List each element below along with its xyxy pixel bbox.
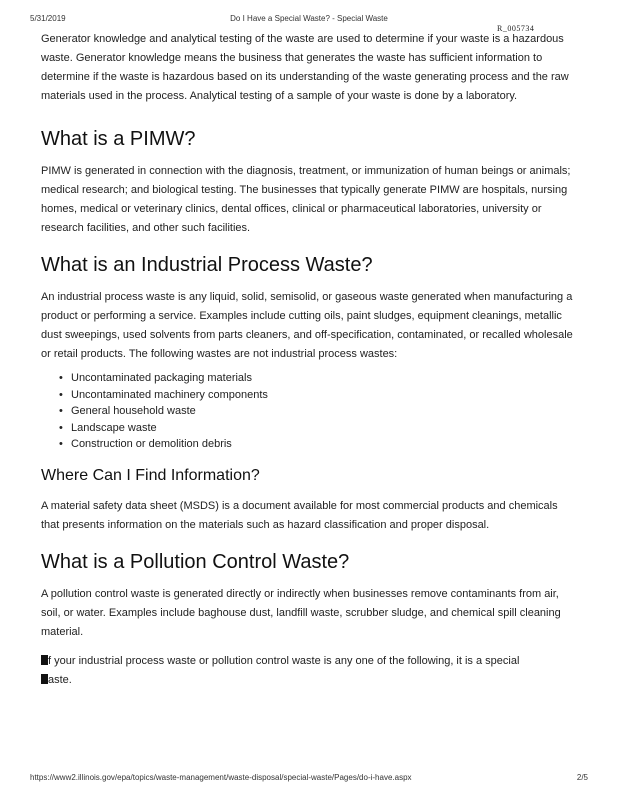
page-url: https://www2.illinois.gov/epa/topics/waste-management/waste-disposal/special-waste/Pages/do-i-have.aspx (30, 773, 412, 782)
pollution-paragraph: A pollution control waste is generated directly or indirectly when businesses remove contaminants from air, soil, or water. Examples include baghouse dust, landfill waste, scrubber sludge, and chemical spill cleaning material. (41, 587, 561, 638)
heading-find-information: Where Can I Find Information? (41, 466, 260, 484)
print-page-title: Do I Have a Special Waste? - Special Waste (230, 14, 388, 23)
heading-industrial-process-waste: What is an Industrial Process Waste? (41, 254, 373, 276)
intro-paragraph: Generator knowledge and analytical testing of the waste are used to determine if your waste is a hazardous waste. Generator knowledge means the business that generates the waste has sufficient information to determine if the waste is hazardous based on its understanding of the waste generating process and the raw materials used in the process. Analytical testing of a sample of your waste is done by a laboratory. (41, 33, 569, 102)
msds-paragraph: A material safety data sheet (MSDS) is a document available for most commercial products and chemicals that presents information on the materials such as hazard classification and proper disposal. (41, 499, 558, 531)
print-date: 5/31/2019 (30, 14, 66, 23)
page-number: 2/5 (576, 773, 588, 782)
list-item: • General household waste (71, 403, 577, 420)
trailing-line-2: aste. (48, 673, 72, 686)
list-item: • Construction or demolition debris (71, 436, 577, 453)
heading-pollution-control-waste: What is a Pollution Control Waste? (41, 550, 350, 573)
heading-pimw: What is a PIMW? (41, 128, 196, 150)
bates-number: R_005734 (497, 24, 535, 33)
print-footer (30, 773, 588, 785)
redaction-mark (41, 655, 48, 665)
list-item: • Uncontaminated machinery components (71, 387, 577, 404)
list-item: • Landscape waste (71, 420, 577, 437)
list-item: • Uncontaminated packaging materials (71, 370, 577, 387)
redaction-mark (41, 674, 48, 684)
trailing-line-1: f your industrial process waste or pollution control waste is any one of the following, it is a special (48, 654, 520, 667)
document-body (41, 30, 577, 690)
pimw-paragraph: PIMW is generated in connection with the diagnosis, treatment, or immunization of human beings or animals; medical research; and biological testing. The businesses that typically generate PIMW are hospitals, nursing homes, medical or veterinary clinics, dental offices, clinical or pharmaceutical laboratories, university or research facilities, and other such facilities. (41, 165, 571, 234)
not-industrial-waste-list (41, 370, 577, 453)
trailing-paragraph (41, 652, 577, 690)
industrial-paragraph: An industrial process waste is any liquid, solid, semisolid, or gaseous waste generated when manufacturing a product or performing a service. Examples include cutting oils, paint sludges, equipment cleanings, metallic dust sweepings, used solvents from parts cleaners, and off-specification, contaminated, or recalled wholesale or retail products. The following wastes are not industrial process wastes: (41, 291, 573, 360)
